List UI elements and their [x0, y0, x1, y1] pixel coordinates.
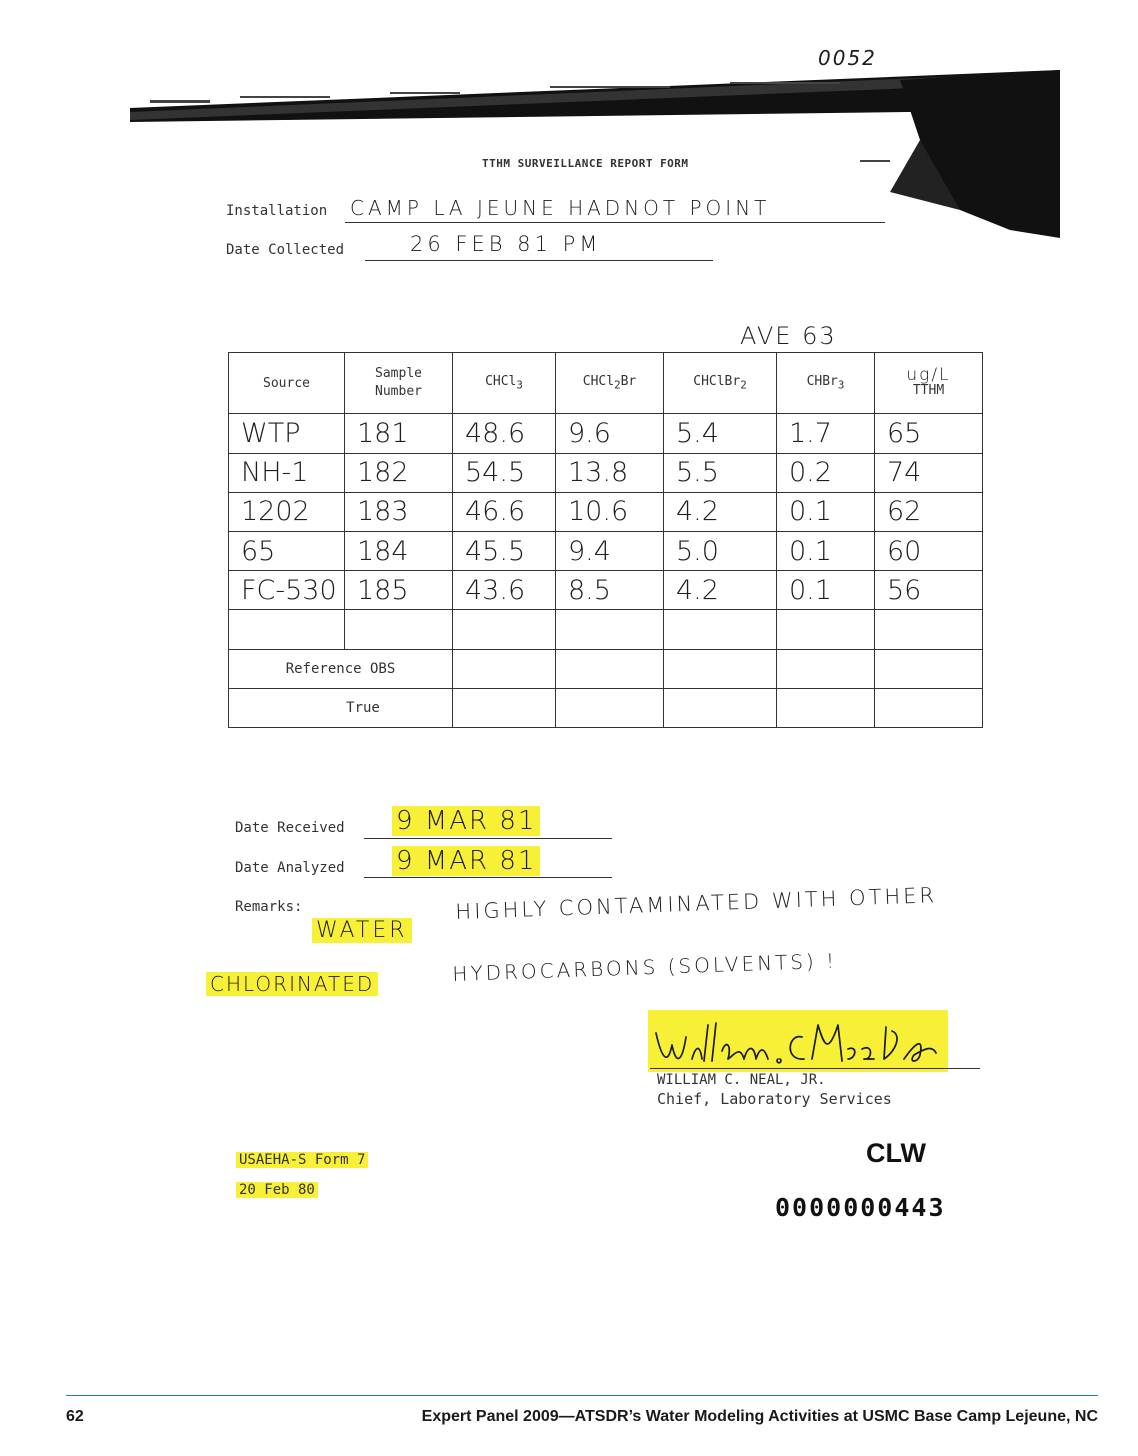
- signature-text: [660, 1052, 671, 1053]
- date-received-value: 9 MAR 81: [392, 806, 540, 836]
- table-row: [229, 492, 983, 531]
- cell-chcl3: 43.6: [453, 571, 556, 610]
- cell-chbr3: 0.1: [777, 492, 875, 531]
- installation-label: Installation: [226, 203, 328, 219]
- cell-source: 65: [229, 531, 345, 570]
- cell-chcl2br: 13.8: [556, 453, 664, 492]
- date-collected-value: 26 FEB 81 PM: [410, 232, 602, 256]
- tthm-results-table: [228, 352, 983, 728]
- cell-chbr3: 0.1: [777, 571, 875, 610]
- document-number: 0052: [818, 46, 877, 70]
- cell-chclbr2: 5.0: [664, 531, 777, 570]
- cell-tthm: 56: [875, 571, 983, 610]
- cell-sample: 182: [345, 453, 453, 492]
- date-collected-line: [365, 260, 713, 261]
- installation-line: [345, 222, 885, 223]
- footer-rule: [66, 1395, 1098, 1396]
- cell-tthm: 60: [875, 531, 983, 570]
- date-analyzed-line: [364, 877, 612, 878]
- date-received-line: [364, 838, 612, 839]
- form-id: USAEHA-S Form 7: [236, 1152, 368, 1168]
- cell-chcl3: 45.5: [453, 531, 556, 570]
- remarks-text-2: HYDROCARBONS (SOLVENTS) !: [452, 948, 838, 986]
- header-tthm: ug/L TTHM: [875, 353, 983, 414]
- cell-tthm: 65: [875, 414, 983, 453]
- cell-source: NH-1: [229, 453, 345, 492]
- bates-number: 0000000443: [775, 1193, 946, 1222]
- cell-sample: 184: [345, 531, 453, 570]
- header-chclbr2: CHClBr$_2$: [664, 353, 777, 414]
- cell-chcl2br: 10.6: [556, 492, 664, 531]
- date-received-label: Date Received: [235, 820, 345, 836]
- page-number: 62: [66, 1408, 84, 1425]
- cell-sample: 185: [345, 571, 453, 610]
- cell-tthm: 62: [875, 492, 983, 531]
- date-collected-label: Date Collected: [226, 242, 345, 258]
- table-row-true: [229, 688, 983, 727]
- cell-source: FC-530: [229, 571, 345, 610]
- signature-line: [650, 1068, 980, 1069]
- cell-sample: 183: [345, 492, 453, 531]
- remarks-text-1: HIGHLY CONTAMINATED WITH OTHER: [455, 883, 938, 924]
- running-title: Expert Panel 2009—ATSDR’s Water Modeling Activities at USMC Base Camp Lejeune, NC: [421, 1408, 1098, 1425]
- average-note: AVE 63: [740, 322, 837, 350]
- date-analyzed-label: Date Analyzed: [235, 860, 345, 876]
- table-row: [229, 531, 983, 570]
- cell-chclbr2: 5.4: [664, 414, 777, 453]
- header-chcl2br: CHCl$_2$Br: [556, 353, 664, 414]
- cell-chbr3: 0.2: [777, 453, 875, 492]
- true-label: True: [229, 688, 453, 727]
- cell-chclbr2: 5.5: [664, 453, 777, 492]
- cell-source: WTP: [229, 414, 345, 453]
- cell-chbr3: 0.1: [777, 531, 875, 570]
- cell-source: 1202: [229, 492, 345, 531]
- remarks-label: Remarks:: [235, 899, 303, 915]
- signer-title: Chief, Laboratory Services: [657, 1090, 892, 1108]
- table-row-reference: [229, 649, 983, 688]
- signature-graphic: [652, 1015, 947, 1075]
- cell-chbr3: 1.7: [777, 414, 875, 453]
- cell-tthm: 74: [875, 453, 983, 492]
- cell-chcl3: 46.6: [453, 492, 556, 531]
- remarks-highlight-2: CHLORINATED: [206, 972, 378, 996]
- header-chbr3: CHBr$_3$: [777, 353, 875, 414]
- form-date: 20 Feb 80: [236, 1182, 318, 1198]
- cell-chcl3: 54.5: [453, 453, 556, 492]
- header-sample-number: Sample Number: [345, 353, 453, 414]
- cell-sample: 181: [345, 414, 453, 453]
- cell-chcl2br: 9.4: [556, 531, 664, 570]
- unit-handwritten: ug/L: [906, 365, 951, 386]
- cell-chcl3: 48.6: [453, 414, 556, 453]
- signer-name: WILLIAM C. NEAL, JR.: [657, 1072, 826, 1088]
- installation-value: CAMP LA JEUNE HADNOT POINT: [350, 196, 771, 220]
- cell-chclbr2: 4.2: [664, 492, 777, 531]
- cell-chcl2br: 9.6: [556, 414, 664, 453]
- date-analyzed-value: 9 MAR 81: [392, 846, 540, 876]
- remarks-highlight-1: WATER: [312, 918, 412, 943]
- reference-obs-label: Reference OBS: [229, 649, 453, 688]
- table-row: [229, 571, 983, 610]
- bates-prefix: CLW: [866, 1138, 926, 1168]
- header-source: Source: [229, 353, 345, 414]
- header-chcl3: CHCl$_3$: [453, 353, 556, 414]
- cell-chcl2br: 8.5: [556, 571, 664, 610]
- form-title: TTHM SURVEILLANCE REPORT FORM: [482, 157, 689, 170]
- table-row-empty: [229, 610, 983, 649]
- cell-chclbr2: 4.2: [664, 571, 777, 610]
- table-header-row: [229, 353, 983, 414]
- table-row: [229, 453, 983, 492]
- table-row: [229, 414, 983, 453]
